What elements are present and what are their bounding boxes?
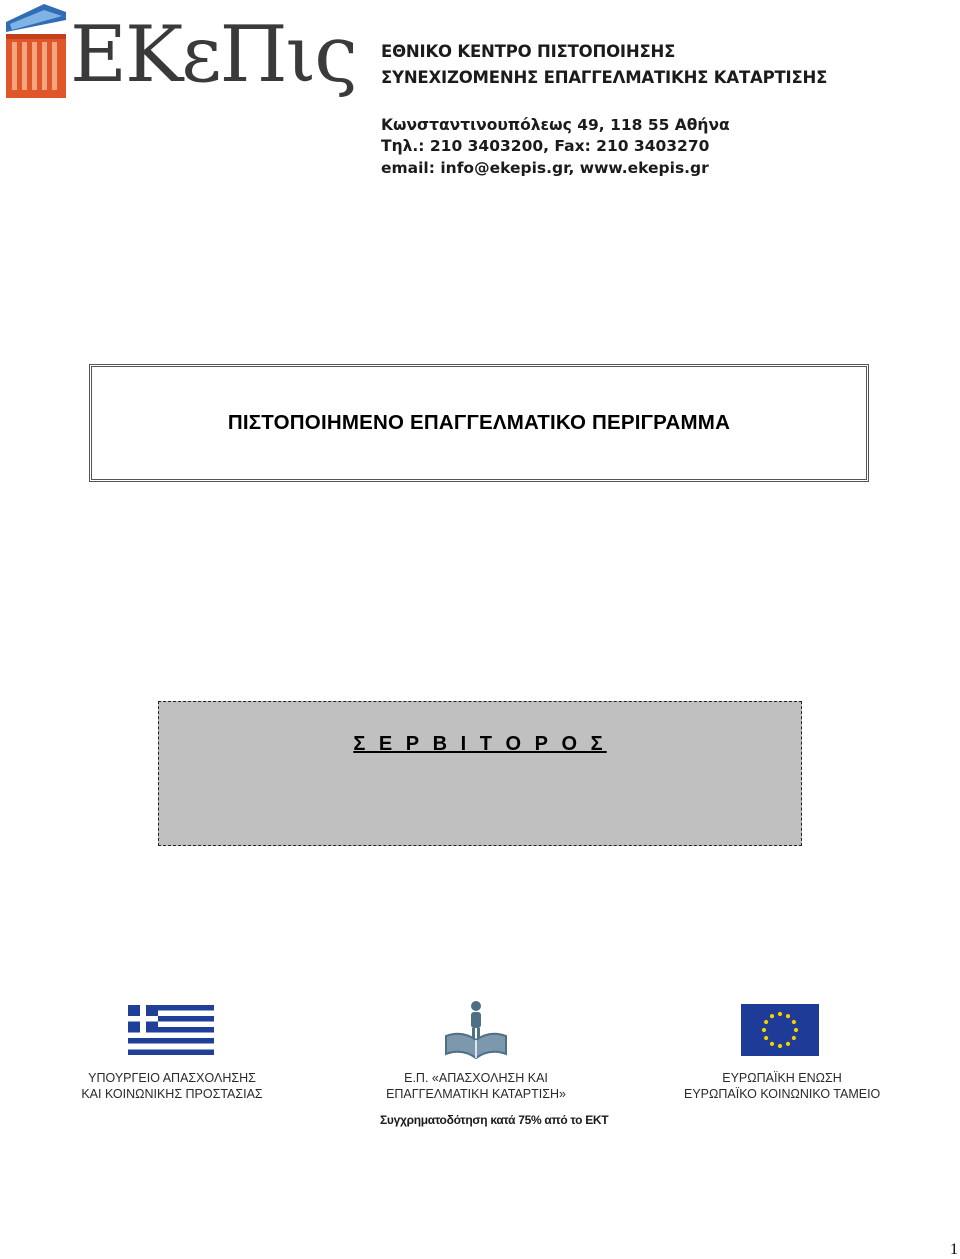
- program-line2: ΕΠΑΓΓΕΛΜΑΤΙΚΗ ΚΑΤΑΡΤΙΣΗ»: [386, 1086, 566, 1101]
- program-caption: [380, 1071, 572, 1102]
- org-phone-fax: Τηλ.: 210 3403200, Fax: 210 3403270: [381, 137, 710, 155]
- page-number: 1: [950, 1241, 958, 1258]
- profession-title: Σ Ε Ρ Β Ι Τ Ο Ρ Ο Σ: [353, 733, 607, 755]
- eu-star-icon: [770, 1014, 774, 1018]
- ministry-caption: [80, 1071, 264, 1102]
- eu-star-icon: [786, 1014, 790, 1018]
- eu-flag-icon: [741, 1004, 819, 1056]
- org-name-line2: ΣΥΝΕΧΙΖΟΜΕΝΗΣ ΕΠΑΓΓΕΛΜΑΤΙΚΗΣ ΚΑΤΑΡΤΙΣΗΣ: [381, 68, 828, 87]
- eu-line2: ΕΥΡΩΠΑΪΚΟ ΚΟΙΝΩΝΙΚΟ ΤΑΜΕΙΟ: [684, 1086, 881, 1101]
- eu-star-icon: [770, 1042, 774, 1046]
- eu-star-icon: [786, 1042, 790, 1046]
- profession-box: [158, 701, 802, 846]
- greek-flag-icon: [128, 1005, 214, 1055]
- org-address: Κωνσταντινουπόλεως 49, 118 55 Αθήνα: [381, 116, 730, 134]
- ekepis-logo-mark: [4, 2, 66, 98]
- title-box: [89, 364, 869, 482]
- eu-star-icon: [764, 1020, 768, 1024]
- eu-caption: [684, 1071, 880, 1102]
- eu-star-icon: [792, 1036, 796, 1040]
- eu-star-icon: [778, 1012, 782, 1016]
- program-line1: Ε.Π. «ΑΠΑΣΧΟΛΗΣΗ ΚΑΙ: [404, 1071, 548, 1085]
- ministry-line2: ΚΑΙ ΚΟΙΝΩΝΙΚΗΣ ΠΡΟΣΤΑΣΙΑΣ: [81, 1086, 263, 1101]
- eu-star-icon: [764, 1036, 768, 1040]
- eu-star-icon: [792, 1020, 796, 1024]
- eu-line1: ΕΥΡΩΠΑΪΚΗ ΕΝΩΣΗ: [722, 1071, 842, 1085]
- document-title: ΠΙΣΤΟΠΟΙΗΜΕΝΟ ΕΠΑΓΓΕΛΜΑΤΙΚΟ ΠΕΡΙΓΡΑΜΜΑ: [227, 411, 731, 434]
- ekepis-logo-text: ΕΚεΠις: [70, 10, 356, 100]
- eu-star-icon: [794, 1028, 798, 1032]
- eu-star-icon: [762, 1028, 766, 1032]
- eu-star-icon: [778, 1044, 782, 1048]
- org-email-web: email: info@ekepis.gr, www.ekepis.gr: [381, 159, 709, 177]
- reading-figure-icon: [442, 1000, 510, 1060]
- org-name-line1: ΕΘΝΙΚΟ ΚΕΝΤΡΟ ΠΙΣΤΟΠΟΙΗΣΗΣ: [381, 42, 676, 61]
- ministry-line1: ΥΠΟΥΡΓΕΙΟ ΑΠΑΣΧΟΛΗΣΗΣ: [88, 1071, 256, 1085]
- cofunding-note: Συγχρηματοδότηση κατά 75% από το ΕΚΤ: [380, 1113, 609, 1127]
